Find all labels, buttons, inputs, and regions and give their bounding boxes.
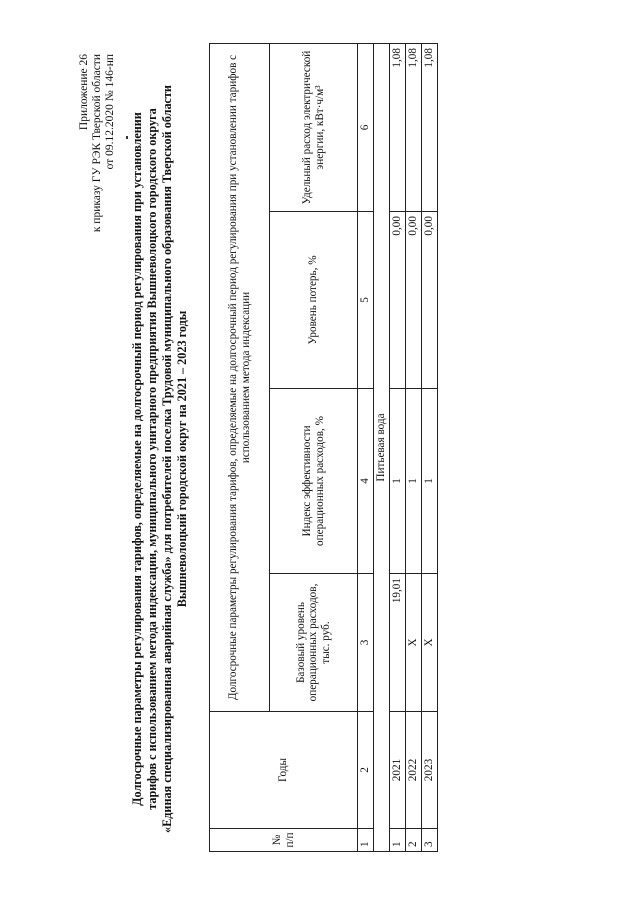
row-year: 2023 [422,712,438,829]
title-line-4: Вышневолоцкий городской округ на 2021 – 2023 годы [175,310,189,608]
row-base-level: Х [406,574,422,712]
row-loss-level: 0,00 [406,212,422,389]
appendix-order-ref: к приказу ГУ РЭК Тверской области [91,54,103,233]
row-year: 2021 [390,712,406,829]
column-number: 6 [358,44,374,212]
row-energy-consumption: 1,08 [390,44,406,212]
appendix-order-date: от 09.12.2020 № 146-нп [104,54,116,170]
scan-speck [126,136,128,139]
header-loss-level: Уровень потерь, % [270,212,358,389]
section-title: Питьевая вода [374,44,390,852]
row-efficiency-index: 1 [390,389,406,574]
row-year: 2022 [406,712,422,829]
row-base-level: 19,01 [390,574,406,712]
appendix-number: Приложение 26 [78,54,90,131]
row-efficiency-index: 1 [422,389,438,574]
column-number: 2 [358,712,374,829]
tariff-parameters-table [209,43,438,852]
header-number: № п/п [210,829,358,852]
table-row [422,44,438,852]
row-number: 1 [390,829,406,852]
column-number-row [358,44,374,852]
row-base-level: Х [422,574,438,712]
appendix-header-note [78,54,117,284]
row-number: 3 [422,829,438,852]
row-loss-level: 0,00 [422,212,438,389]
row-energy-consumption: 1,08 [406,44,422,212]
table-row [390,44,406,852]
header-efficiency-index: Индекс эффективности операционных расходов, % [270,389,358,574]
column-number: 3 [358,574,374,712]
row-loss-level: 0,00 [390,212,406,389]
title-line-2: тарифов с использованием метода индексации, муниципального унитарного предприятия Вышневолоцкого городского округа [145,108,159,810]
document-title [130,54,190,864]
row-number: 2 [406,829,422,852]
table-header-row-1 [210,44,270,852]
title-line-1: Долгосрочные параметры регулирования тарифов, определяемые на долгосрочный период регулирования при установлении [130,112,144,806]
header-energy-consumption: Удельный расход электрической энергии, кВт·ч/м³ [270,44,358,212]
column-number: 1 [358,829,374,852]
row-energy-consumption: 1,08 [422,44,438,212]
title-line-3: «Единая специализированная аварийная служба» для потребителей поселка Трудовой муниципального образования Тверской области [160,85,174,833]
table-row [406,44,422,852]
header-base-level: Базовый уровень операционных расходов, тыс. руб. [270,574,358,712]
section-row [374,44,390,852]
column-number: 4 [358,389,374,574]
column-number: 5 [358,212,374,389]
header-group: Долгосрочные параметры регулирования тарифов, определяемые на долгосрочный период регулирования при установлении тарифов с использованием метода индексации [210,44,270,712]
header-years: Годы [210,712,358,829]
row-efficiency-index: 1 [406,389,422,574]
